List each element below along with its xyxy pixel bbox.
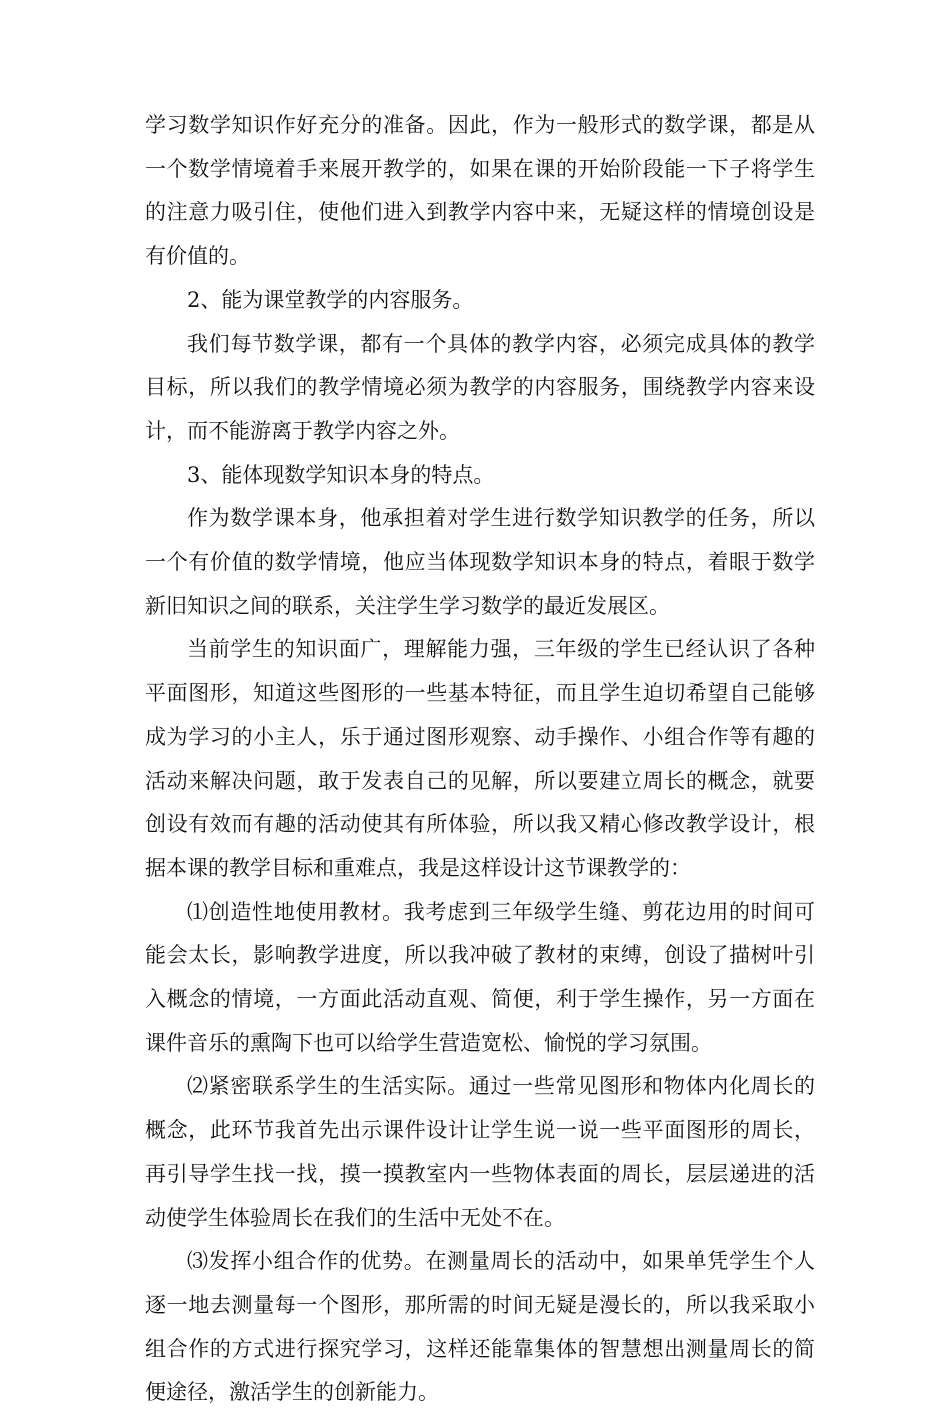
paragraph-design-1: ⑴创造性地使用教材。我考虑到三年级学生缝、剪花边用的时间可能会太长，影响教学进度，所以我冲破了教材的束缚，创设了描树叶引入概念的情境，一方面此活动直观、简便，利于学生操作，另一方面在课件音乐的熏陶下也可以给学生营造宽松、愉悦的学习氛围。 (145, 899, 815, 1055)
heading-point-2: 2、能为课堂教学的内容服务。 (187, 287, 474, 312)
paragraph-point-3: 作为数学课本身，他承担着对学生进行数学知识教学的任务，所以一个有价值的数学情境，他应当体现数学知识本身的特点，着眼于数学新旧知识之间的联系，关注学生学习数学的最近发展区。 (145, 506, 815, 618)
paragraph-design-3: ⑶发挥小组合作的优势。在测量周长的活动中，如果单凭学生个人逐一地去测量每一个图形，那所需的时间无疑是漫长的，所以我采取小组合作的方式进行探究学习，这样还能靠集体的智慧想出测量周长的简便途径，激活学生的创新能力。 (145, 1249, 815, 1405)
paragraph-student-analysis: 当前学生的知识面广，理解能力强，三年级的学生已经认识了各种平面图形，知道这些图形的一些基本特征，而且学生迫切希望自己能够成为学习的小主人，乐于通过图形观察、动手操作、小组合作等有趣的活动来解决问题，敢于发表自己的见解，所以要建立周长的概念，就要创设有效而有趣的活动使其有所体验，所以我又精心修改教学设计，根据本课的教学目标和重难点，我是这样设计这节课教学的： (145, 637, 815, 880)
paragraph-design-2: ⑵紧密联系学生的生活实际。通过一些常见图形和物体内化周长的概念，此环节我首先出示课件设计让学生说一说一些平面图形的周长，再引导学生找一找，摸一摸教室内一些物体表面的周长，层层递进的活动使学生体验周长在我们的生活中无处不在。 (145, 1074, 815, 1230)
heading-point-3: 3、能体现数学知识本身的特点。 (187, 462, 495, 487)
paragraph-point-2: 我们每节数学课，都有一个具体的教学内容，必须完成具体的教学目标，所以我们的教学情境必须为教学的内容服务，围绕教学内容来设计，而不能游离于教学内容之外。 (145, 331, 815, 443)
document-body (145, 104, 815, 1415)
paragraph-continued: 学习数学知识作好充分的准备。因此，作为一般形式的数学课，都是从一个数学情境着手来展开教学的，如果在课的开始阶段能一下子将学生的注意力吸引住，使他们进入到教学内容中来，无疑这样的情境创设是有价值的。 (145, 113, 815, 269)
